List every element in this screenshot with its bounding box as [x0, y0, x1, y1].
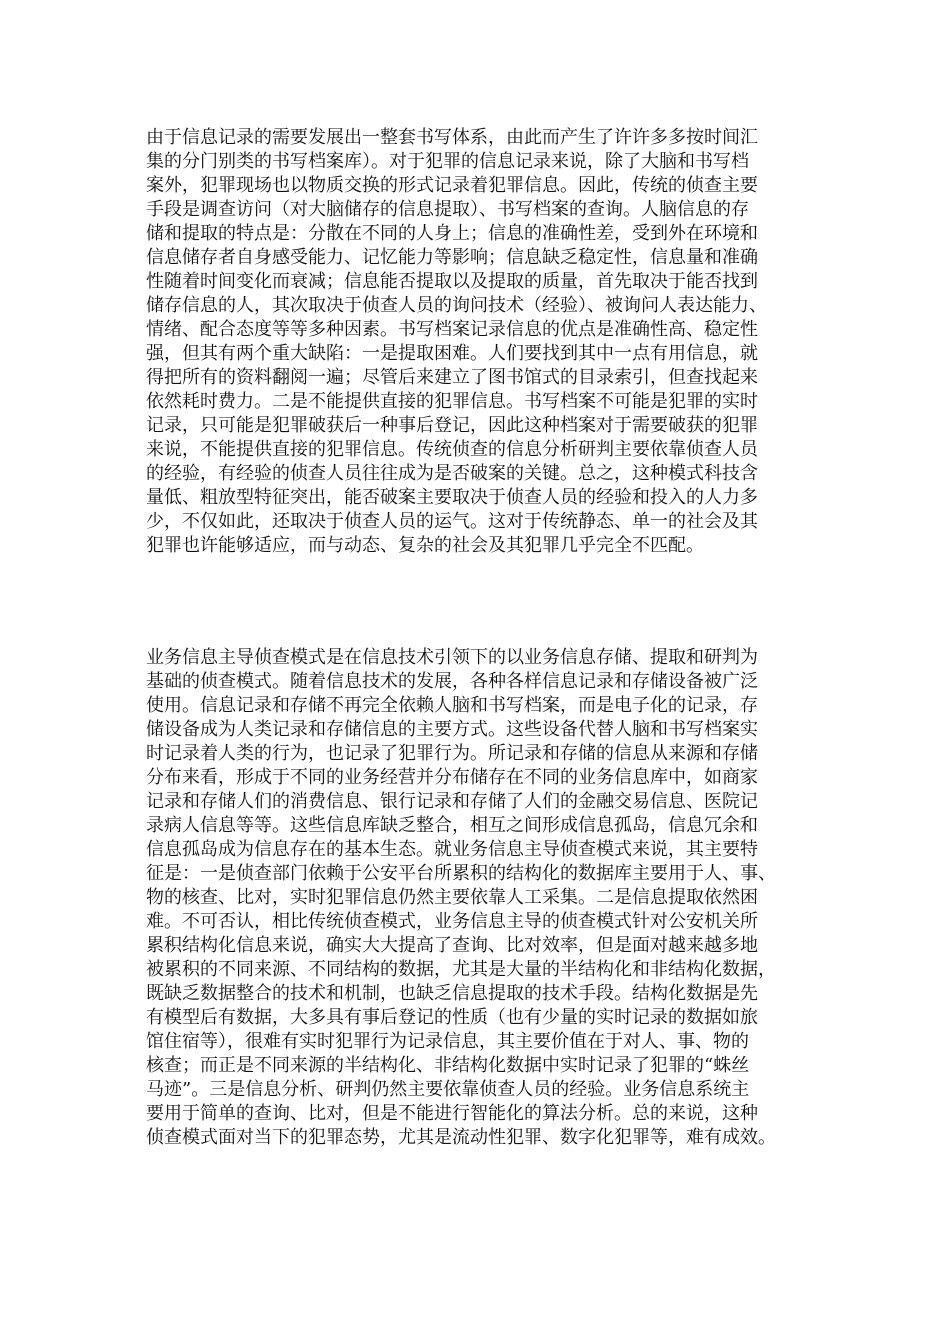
- text-line: 征是：一是侦查部门依赖于公安平台所累积的结构化的数据库主要用于人、事、: [146, 863, 776, 884]
- text-line: 业务信息主导侦查模式是在信息技术引领下的以业务信息存储、提取和研判为: [146, 647, 758, 668]
- text-line: 录病人信息等等。这些信息库缺乏整合，相互之间形成信息孤岛，信息冗余和: [146, 815, 758, 836]
- text-line: 情绪、配合态度等等多种因素。书写档案记录信息的优点是准确性高、稳定性: [146, 319, 758, 340]
- text-line: 馆住宿等），很难有实时犯罪行为记录信息，其主要价值在于对人、事、物的: [146, 1031, 749, 1052]
- text-line: 分布来看，形成于不同的业务经营并分布储存在不同的业务信息库中，如商家: [146, 767, 758, 788]
- text-line: 时记录着人类的行为，也记录了犯罪行为。所记录和存储的信息从来源和存储: [146, 743, 758, 764]
- text-line: 信息孤岛成为信息存在的基本生态。就业务信息主导侦查模式来说，其主要特: [146, 839, 758, 860]
- text-line: 储和提取的特点是：分散在不同的人身上；信息的准确性差，受到外在环境和: [146, 223, 758, 244]
- text-line: 核查；而正是不同来源的半结构化、非结构化数据中实时记录了犯罪的“蛛丝: [146, 1055, 750, 1076]
- text-line: 使用。信息记录和存储不再完全依赖人脑和书写档案，而是电子化的记录，存: [146, 695, 758, 716]
- text-line: 信息储存者自身感受能力、记忆能力等影响；信息缺乏稳定性，信息量和准确: [146, 247, 758, 268]
- text-line: 记录和存储人们的消费信息、银行记录和存储了人们的金融交易信息、医院记: [146, 791, 758, 812]
- text-line: 得把所有的资料翻阅一遍；尽管后来建立了图书馆式的目录索引，但查找起来: [146, 367, 758, 388]
- text-line: 强，但其有两个重大缺陷：一是提取困难。人们要找到其中一点有用信息，就: [146, 343, 758, 364]
- text-line: 储设备成为人类记录和存储信息的主要方式。这些设备代替人脑和书写档案实: [146, 719, 758, 740]
- text-line: 难。不可否认，相比传统侦查模式，业务信息主导的侦查模式针对公安机关所: [146, 911, 758, 932]
- text-line: 集的分门别类的书写档案库）。对于犯罪的信息记录来说，除了大脑和书写档: [146, 151, 749, 172]
- text-line: 犯罪也许能够适应，而与动态、复杂的社会及其犯罪几乎完全不匹配。: [146, 535, 704, 556]
- text-line: 由于信息记录的需要发展出一整套书写体系，由此而产生了许许多多按时间汇: [146, 127, 758, 148]
- text-line: 的经验，有经验的侦查人员往往成为是否破案的关键。总之，这种模式科技含: [146, 463, 758, 484]
- text-line: 性随着时间变化而衰减；信息能否提取以及提取的质量，首先取决于能否找到: [146, 271, 758, 292]
- paragraph-business-information-investigation: [146, 646, 814, 1150]
- text-line: 量低、粗放型特征突出，能否破案主要取决于侦查人员的经验和投入的人力多: [146, 487, 758, 508]
- text-line: 少，不仅如此，还取决于侦查人员的运气。这对于传统静态、单一的社会及其: [146, 511, 758, 532]
- text-line: 物的核查、比对，实时犯罪信息仍然主要依靠人工采集。二是信息提取依然困: [146, 887, 758, 908]
- text-line: 案外，犯罪现场也以物质交换的形式记录着犯罪信息。因此，传统的侦查主要: [146, 175, 758, 196]
- text-line: 侦查模式面对当下的犯罪态势，尤其是流动性犯罪、数字化犯罪等，难有成效。: [146, 1127, 776, 1148]
- paragraph-traditional-investigation: [146, 126, 814, 558]
- text-line: 累积结构化信息来说，确实大大提高了查询、比对效率，但是面对越来越多地: [146, 935, 758, 956]
- text-line: 依然耗时费力。二是不能提供直接的犯罪信息。书写档案不可能是犯罪的实时: [146, 391, 758, 412]
- text-line: 要用于简单的查询、比对，但是不能进行智能化的算法分析。总的来说，这种: [146, 1103, 758, 1124]
- text-line: 有模型后有数据，大多具有事后登记的性质（也有少量的实时记录的数据如旅: [146, 1007, 758, 1028]
- text-line: 既缺乏数据整合的技术和机制，也缺乏信息提取的技术手段。结构化数据是先: [146, 983, 758, 1004]
- text-line: 马迹”。三是信息分析、研判仍然主要依靠侦查人员的经验。业务信息系统主: [146, 1079, 750, 1100]
- text-line: 记录，只可能是犯罪破获后一种事后登记，因此这种档案对于需要破获的犯罪: [146, 415, 758, 436]
- text-line: 基础的侦查模式。随着信息技术的发展，各种各样信息记录和存储设备被广泛: [146, 671, 758, 692]
- text-line: 储存信息的人，其次取决于侦查人员的询问技术（经验）、被询问人表达能力、: [146, 295, 767, 316]
- text-line: 手段是调查访问（对大脑储存的信息提取）、书写档案的查询。人脑信息的存: [146, 199, 749, 220]
- text-line: 被累积的不同来源、不同结构的数据，尤其是大量的半结构化和非结构化数据，: [146, 959, 776, 980]
- text-line: 来说，不能提供直接的犯罪信息。传统侦查的信息分析研判主要依靠侦查人员: [146, 439, 758, 460]
